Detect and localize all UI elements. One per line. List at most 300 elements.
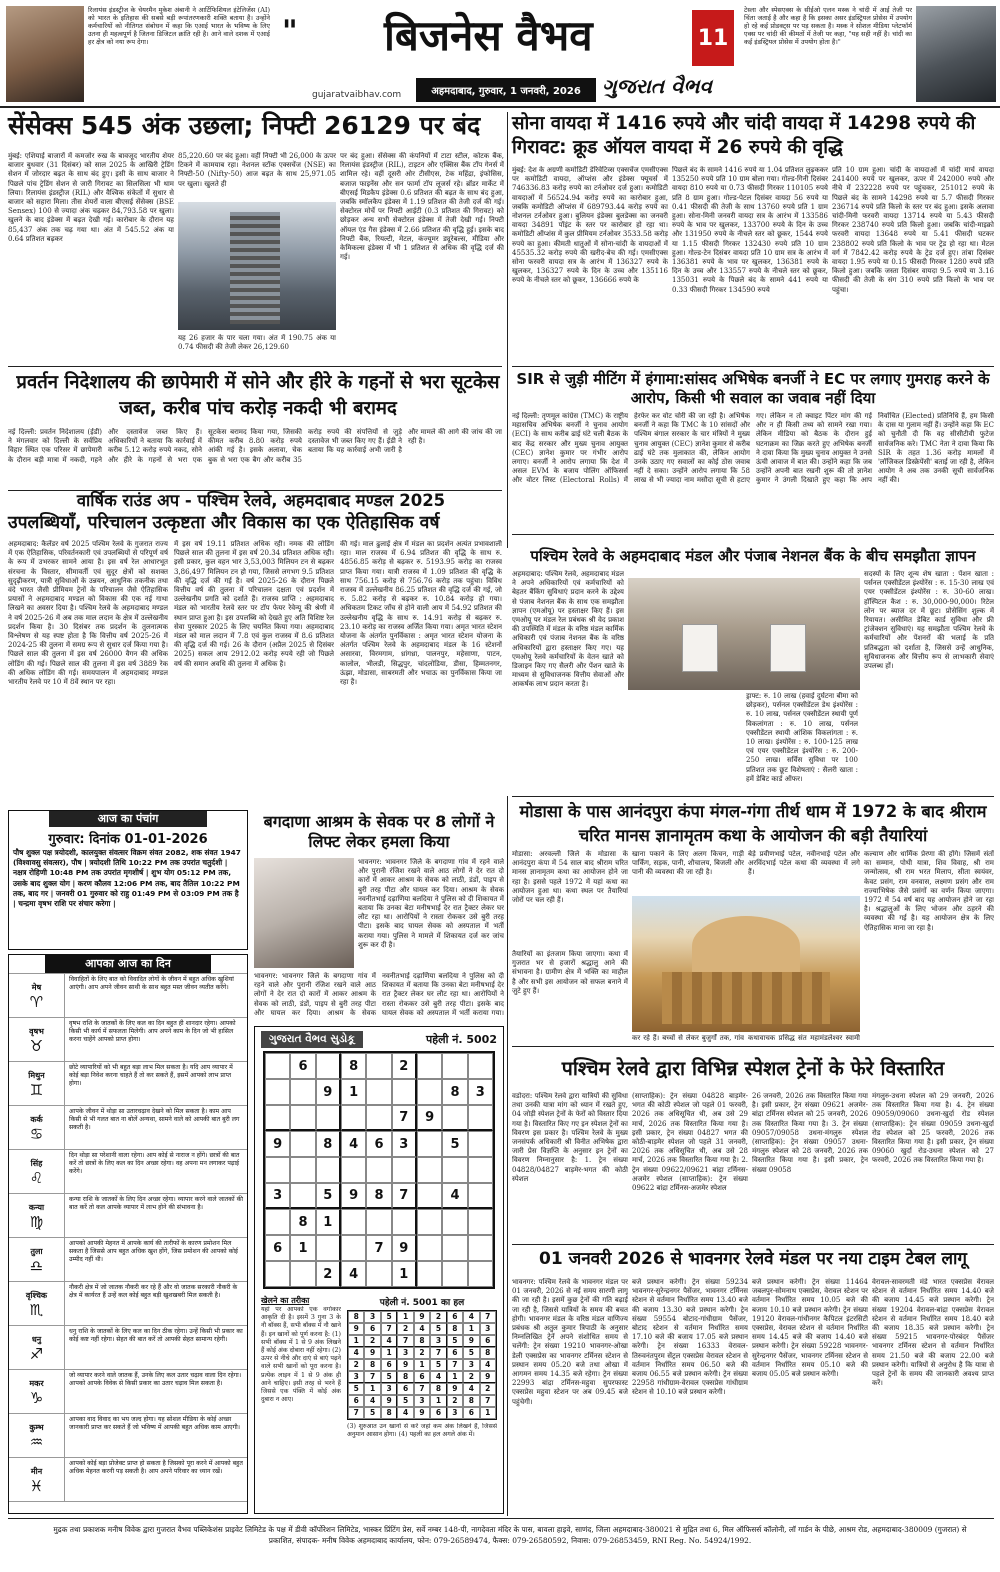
sign-name: मीन xyxy=(30,1466,43,1476)
modasa-col3b: कथावाचक प्रसिद्ध संत महामंडलेश्वर स्वामी xyxy=(748,1034,860,1042)
horoscope-row xyxy=(9,1414,247,1458)
solution-cell: 2 xyxy=(463,1371,479,1383)
sudoku-cell[interactable] xyxy=(265,1209,290,1235)
solution-cell: 6 xyxy=(447,1311,463,1323)
sudoku-cell[interactable] xyxy=(265,1105,290,1131)
ed-headline: प्रवर्तन निदेशालय की छापेमारी में सोने और हीरे के गहनों से भरा सूटकेस जब्त, करीब पांच करोड़ नकदी भी बरामद xyxy=(16,372,500,419)
sir-body xyxy=(512,412,994,530)
sudoku-rules-extra: (3) शुरुआत उन खानों से करें जहां कम अंक लिखने हैं, जिससे अनुमान आसान होगा। (4) पहली का हल अगले अंक में। xyxy=(347,1423,497,1439)
solution-cell: 9 xyxy=(348,1323,364,1335)
sudoku-cell[interactable]: 8 xyxy=(366,1183,391,1209)
trains-col2: (साप्ताहिक): ट्रेन संख्या 04828 बाड़मेर-भगत की कोठी स्पेशल जो पहले 01 फरवरी, 2026 तक अधिसूचित थी, अब उसे 29 मार्च, 2026 तक विस्तारित किया गया है। इसी प्रकार, ट्रेन संख्या 04827 भगत की कोठी-बाड़मेर स्पेशल जो पहले 31 जनवरी, 2026 तक अधिसूचित थी, अब उसे 28 मार्च, 2026 तक विस्तारित किया गया है। 2. ट्रेन संख्या 09622/09621 बांद्रा टर्मिनस-अजमेर स्पेशल (साप्ताहिक): ट्रेन संख्या 09622 बांद्रा टर्मिनस-अजमेर स्पेशल xyxy=(632,1092,748,1193)
modasa-headline: मोडासा के पास आनंदपुरा कंपा मंगल-गंगा तीर्थ धाम में 1972 के बाद श्रीराम चरित मानस ज्ञानामृतम कथा के आयोजन की बड़ी तैयारियां xyxy=(519,802,987,845)
horoscope-text: छोटे व्यापारियों को भी बहुत बड़ा लाभ मिल सकता है। यदि आप व्यापार में कोई बड़ा निवेश करना चाहते हैं तो कर सकते हैं, इसमें आपको लाभ प्राप्त होगा। xyxy=(69,1064,233,1087)
sudoku-cell[interactable]: 8 xyxy=(341,1053,366,1079)
horoscope-sign xyxy=(9,1414,65,1457)
solution-cell: 6 xyxy=(414,1371,430,1383)
solution-cell: 6 xyxy=(463,1407,479,1419)
sudoku-cell[interactable]: 8 xyxy=(442,1079,467,1105)
trains-top-rule xyxy=(512,1046,994,1047)
sudoku-rules-title: खेलने का तरीका xyxy=(261,1296,310,1305)
solution-cell: 1 xyxy=(364,1383,380,1395)
sudoku-header-bar xyxy=(255,1027,503,1051)
solution-cell: 5 xyxy=(430,1323,446,1335)
solution-cell: 1 xyxy=(381,1347,397,1359)
solution-cell: 7 xyxy=(364,1371,380,1383)
horoscope-row xyxy=(9,1370,247,1414)
elon-musk-photo xyxy=(916,6,996,102)
horoscope-row xyxy=(9,1238,247,1282)
sudoku-cell[interactable]: 4 xyxy=(341,1261,366,1287)
horoscope-row xyxy=(9,1106,247,1150)
solution-cell: 9 xyxy=(414,1407,430,1419)
solution-cell: 6 xyxy=(381,1359,397,1371)
sudoku-cell[interactable] xyxy=(417,1079,442,1105)
horoscope-sign xyxy=(9,1150,65,1193)
sudoku-cell[interactable] xyxy=(366,1079,391,1105)
imprint: मुद्रक तथा प्रकाशक मनीष विवेक द्वारा गुजरात वैभव पब्लिकेशंस प्राइवेट लिमिटेड के पक्ष में डीवी कॉर्पोरेशन लिमिटेड, भास्कर प्रिंटिंग प्रेस, सर्वे नम्बर 148-पी, नागदेवता मंदिर के पास, बावला हाइवे, साणंद, जिला अहमदाबाद-380021 से मुद्रित तथा 6, मिल ऑफिसर्स कॉलोनी, लॉ गार्डन के पीछे, आश्रम रोड, अहमदाबाद-380009 (गुजरात) से प्रकाशित, संपादक- मनीष विवेक अहमदाबाद कार्यालय, फोन: 079-26589474, फैक्स: 079-26580592, निवास: 079-26853459, RNI Reg. No. 54924/1992. xyxy=(53,1525,967,1545)
sudoku-cell[interactable] xyxy=(366,1157,391,1183)
sudoku-cell[interactable]: 4 xyxy=(341,1131,366,1157)
solution-cell: 7 xyxy=(480,1395,496,1407)
solution-cell: 3 xyxy=(414,1395,430,1407)
bagdana-text: भावनगर: भावनगर जिले के बगदाणा गांव में रहने वाले और पुरानी रंजिश रखने वाले आठ लोगों ने देर रात दो कारों में आकर आश्रम के सेवक को लाठी, डंडों, पाइप से बुरी तरह पीटा और घायल कर दिया। आश्रम के सेवक नवनीतभाई दढ़ाणिया बलदिया ने पुलिस को दी शिकायत में बताया कि उनका बेटा मनीषभाई देर रात ट्रैक्टर लेकर घर लौट रहा था। आरोपियों ने रास्ता रोककर उसे बुरी तरह पीटा। इसके बाद घायल सेवक को अस्पताल में भर्ती कराया गया। पुलिस ने मामले में शिकायत दर्ज कर जांच शुरू कर दी है। xyxy=(358,858,504,949)
sudoku-cell[interactable]: 8 xyxy=(290,1209,315,1235)
gold-headline: सोना वायदा में 1416 रुपये और चांदी वायदा में 14298 रुपये की गिरावट: क्रूड ऑयल वायदा में 26 रुपये की वृद्धि xyxy=(512,113,976,158)
sudoku-grid[interactable] xyxy=(263,1051,495,1289)
solution-cell: 3 xyxy=(364,1311,380,1323)
horoscope-row xyxy=(9,1282,247,1326)
solution-cell: 4 xyxy=(463,1383,479,1395)
sudoku-cell[interactable] xyxy=(290,1261,315,1287)
zodiac-icon: ♐ xyxy=(29,1344,44,1363)
sign-name: मिथुन xyxy=(28,1070,45,1080)
solution-cell: 8 xyxy=(414,1335,430,1347)
mou-document-shape xyxy=(682,624,718,672)
modasa-top-rule xyxy=(512,796,994,797)
solution-cell: 3 xyxy=(480,1323,496,1335)
solution-cell: 4 xyxy=(463,1311,479,1323)
solution-cell: 9 xyxy=(397,1359,413,1371)
solution-cell: 4 xyxy=(364,1395,380,1407)
horoscope-text: नौकरी क्षेत्र में जो जातक नौकरी कर रहे हैं और वो जातक सरकारी नौकरी के क्षेत्र में कार्यरत हैं उन्हें कल कोई बहुत बड़ी खुशखबरी मिल सकती है। xyxy=(69,1284,238,1299)
sudoku-cell[interactable]: 8 xyxy=(316,1131,341,1157)
yr-headline-2: उपलब्धियाँ, परिचालन उत्कृष्टता और विकास का एक ऐतिहासिक वर्ष xyxy=(8,513,440,533)
horoscope-list xyxy=(9,973,247,1502)
solution-cell: 2 xyxy=(364,1335,380,1347)
zodiac-icon: ♋ xyxy=(29,1124,44,1143)
sudoku-cell[interactable]: 9 xyxy=(417,1105,442,1131)
sudoku-cell[interactable] xyxy=(265,1157,290,1183)
sudoku-cell[interactable] xyxy=(392,1209,417,1235)
solution-cell: 9 xyxy=(414,1311,430,1323)
sudoku-cell[interactable] xyxy=(442,1157,467,1183)
sudoku-cell[interactable] xyxy=(468,1131,493,1157)
sudoku-cell[interactable]: 3 xyxy=(265,1183,290,1209)
horoscope-text: वृषभ राशि के जातकों के लिए कल का दिन बहुत ही शानदार रहेगा। आपको किसी भी कार्य में सफलता मिलेगी। आप अपने काम के दिन जो भी हासिल करना चाहेंगे आपको प्राप्त होगा। xyxy=(69,1020,236,1043)
solution-cell: 4 xyxy=(381,1335,397,1347)
solution-cell: 3 xyxy=(381,1383,397,1395)
modasa-col1b: तैयारियों का इंतजाम किया जाएगा। कथा में गुजरात भर से हजारों श्रद्धालु आने की संभावना है। ग्रामीण क्षेत्र में भक्ति का माहौल है और सभी इस आयोजन को सफल बनाने में जुटे हुए हैं। xyxy=(512,950,628,995)
sudoku-cell[interactable] xyxy=(316,1235,341,1261)
vertical-divider-bottom xyxy=(507,796,508,1516)
sudoku-cell[interactable]: 9 xyxy=(392,1235,417,1261)
quote-mark: " xyxy=(282,14,298,49)
solution-cell: 9 xyxy=(381,1395,397,1407)
sudoku-cell[interactable] xyxy=(290,1105,315,1131)
sudoku-cell[interactable]: 1 xyxy=(341,1079,366,1105)
horoscope-row xyxy=(9,1062,247,1106)
page-number: 11 xyxy=(697,25,729,51)
solution-cell: 4 xyxy=(348,1347,364,1359)
zodiac-icon: ♑ xyxy=(29,1388,44,1407)
dateline: अहमदाबाद, गुरुवार, 1 जनवरी, 2026 xyxy=(431,86,581,97)
pnb-col4: सदस्यों के लिए शून्य शेष खाता : पेंशन खाता : पर्सनल एक्सीडेंटल इंश्योरेंस : रु. 15-30 लाख एवं एयर एक्सीडेंटल इंश्योरेंस : रु. 30-60 लाख। हॉस्पिटल कैश : रु. 30,000-90,000। रिटेल लोन पर ब्याज दर में छूट। प्रोसेसिंग शुल्क में रियायत। असीमित डेबिट कार्ड सुविधा और फ्री ट्रांजेक्शन सुविधाएं। यह समझौता पश्चिम रेलवे के कर्मचारियों और पेंशनरों की भलाई के प्रति प्रतिबद्धता को दर्शाता है, जिससे उन्हें आधुनिक, सुविधाजनक और वित्तीय रूप से लाभकारी सेवाएं उपलब्ध हों। xyxy=(864,570,994,671)
solution-cell: 5 xyxy=(381,1311,397,1323)
gold-col2: पिछले बंद के सामने 1416 रुपये या 1.04 प्रतिशत लुढ़ककर 135250 रुपये प्रति 10 ग्राम बोला गया। गोल्ड-गिनी दिसंबर वायदा 810 रुपये या 0.73 फीसदी गिरकर 110105 रुपये प्रति 8 ग्राम हुआ। गोल्ड-पेटल दिसंबर वायदा 56 रुपये या 0.41 फीसदी की तेजी के साथ 13760 रुपये प्रति 1 ग्राम हुआ। सोना-मिनी जनवरी वायदा सत्र के आरंभ में 133586 रुपये के भाव पर खुलकर, 133700 रुपये के दिन के उच्च और 131950 रुपये के नीचले स्तर को छूकर, 1544 रुपये या 1.15 फीसदी गिरकर 132430 रुपये प्रति 10 ग्राम हुआ। गोल्ड-टेन दिसंबर वायदा प्रति 10 ग्राम सत्र के आरंभ में 136381 रुपये के भाव पर खुलकर, 136381 रुपये के दिन के उच्च और 133557 रुपये के नीचले स्तर को छूकर, 135031 रुपये के पिछले बंद के सामने 441 रुपये या 0.33 फीसदी गिरकर 134590 रुपये xyxy=(672,166,828,294)
solution-cell: 7 xyxy=(430,1347,446,1359)
modasa-col2b: कर रहे हैं। बच्चों से लेकर बुजुर्गों तक, गांव xyxy=(632,1034,744,1042)
horoscope-sign xyxy=(9,1062,65,1105)
sudoku-cell[interactable]: 1 xyxy=(392,1261,417,1287)
sudoku-box xyxy=(254,1026,504,1514)
sign-name: धनु xyxy=(31,1334,42,1344)
modasa-col1: मोडासा: अरवल्ली जिले के मोडासा के आनंदपुरा कंपा में 54 साल बाद श्रीराम चरित मानस ज्ञानामृतम कथा का आयोजन होने जा रहा है। इससे पहले 1972 में यहां कथा का आयोजन हुआ था। कथा स्थल पर तैयारियां जोरों पर चल रही हैं। xyxy=(512,850,628,905)
sudoku-cell[interactable] xyxy=(417,1157,442,1183)
sudoku-cell[interactable] xyxy=(341,1235,366,1261)
sudoku-cell[interactable]: 1 xyxy=(290,1235,315,1261)
zodiac-icon: ♒ xyxy=(29,1432,44,1451)
solution-cell: 9 xyxy=(447,1383,463,1395)
sudoku-cell[interactable] xyxy=(366,1105,391,1131)
sudoku-cell[interactable]: 2 xyxy=(392,1053,417,1079)
ed-text: नई दिल्ली: प्रवर्तन निदेशालय (ईडी) ने मंगलवार को दिल्ली के सर्वप्रिय विहार स्थित एक परिसर में छापेमारी के दौरान बड़ी मात्रा में नकदी, गहने और दस्तावेज जब्त किए हैं। अधिकारियों ने बताया कि कार्रवाई में करीब 5.12 करोड़ रुपये नकद, सोने और हीरे के गहनों से भरा एक सूटकेस बरामद किया गया, जिसकी कीमत करीब 8.80 करोड़ रुपये आंकी गई है। इसके अलावा, चेक बुक से भरा एक बैग और करीब 35 करोड़ रुपये की संपत्तियों से जुड़े दस्तावेज भी जब्त किए गए हैं। ईडी ने बताया कि यह कार्रवाई अभी जारी है और मामले की आगे की जांच की जा रही है। xyxy=(8,428,502,464)
pnb-col3: ड्राफ्ट: रु. 10 लाख (हवाई दुर्घटना बीमा को छोड़कर), पर्सनल एक्सीडेंटल डेथ इंश्योरेंस : रु. 10 लाख, पर्सनल एक्सीडेंटल स्थायी पूर्ण विकलांगता : रु. 10 लाख, पर्सनल एक्सीडेंटल स्थायी आंशिक विकलांगता : रु. 10 लाख। इंश्योरेंस : रु. 100-125 लाख एवं एयर एक्सीडेंटल इंश्योरेंस : रु. 200-250 लाख। सर्विस सुविधा पर 100 प्रतिशत तक छूट विशेषताएं : सैलरी खाता : हमें डेबिट कार्ड ऑफर। xyxy=(746,692,858,783)
solution-cell: 3 xyxy=(430,1335,446,1347)
sudoku-cell[interactable] xyxy=(366,1209,391,1235)
sudoku-cell[interactable] xyxy=(468,1157,493,1183)
sudoku-cell[interactable]: 6 xyxy=(366,1131,391,1157)
solution-cell: 2 xyxy=(447,1395,463,1407)
modasa-col2: खाना पकाने के लिए अलग किचन, गाड़ी पार्किंग, सड़क, पानी, शौचालय, बिजली और पानी की व्यवस्था की जा रही है। xyxy=(632,850,744,877)
sudoku-cell[interactable] xyxy=(392,1157,417,1183)
sudoku-cell[interactable]: 9 xyxy=(316,1079,341,1105)
solution-cell: 3 xyxy=(348,1371,364,1383)
solution-cell: 8 xyxy=(430,1383,446,1395)
sudoku-cell[interactable] xyxy=(392,1079,417,1105)
solution-cell: 2 xyxy=(480,1383,496,1395)
yr-col2: में इस वर्ष 19.11 प्रतिशत अधिक रही। नमक की लोडिंग पिछले साल की तुलना में इस वर्ष 20.34 प्रतिशत अधिक रही। इसी प्रकार, कुल वहन भार 3,53,003 मिलियन टन से बढ़कर 3,86,497 मिलियन टन हो गया, जिससे लगभग 9.5 प्रतिशत की वृद्धि दर्ज की गई है। वर्ष 2025-26 के दौरान पिछले वित्तीय वर्ष की तुलना में परिचालन दक्षता एवं प्रदर्शन में उल्लेखनीय प्रगति को दर्शाते हैं। राजस्व प्राप्ति : अहमदाबाद मंडल को भारतीय रेलवे स्तर पर टॉप फेयर रेवेन्यू की श्रेणी में स्थान प्राप्त हुआ है। इस उपलब्धि को देखते हुए अति विशिष्ट रेल सेवा पुरस्कार 2025 के लिए चयनित किया गया। अहमदाबाद मंडल को माल लदान में 7.8 एवं कुल राजस्व में 8.6 प्रतिशत की वृद्धि दर्ज की गई। 26 के दौरान (अप्रैल 2025 से दिसंबर 2025) सकल आय 2912.02 करोड़ रुपये रही जो पिछले वर्ष की समान अवधि की तुलना में अधिक है। xyxy=(174,540,334,668)
sudoku-cell[interactable]: 3 xyxy=(392,1131,417,1157)
sudoku-cell[interactable] xyxy=(341,1209,366,1235)
sudoku-cell[interactable] xyxy=(265,1261,290,1287)
solution-cell: 8 xyxy=(381,1407,397,1419)
sudoku-solution-grid xyxy=(347,1310,497,1420)
solution-cell: 2 xyxy=(430,1311,446,1323)
solution-cell: 2 xyxy=(414,1347,430,1359)
horoscope-sign xyxy=(9,1018,65,1061)
trains-headline: पश्चिम रेलवे द्वारा विभिन्न स्पेशल ट्रेनों के फेरे विस्तारित xyxy=(561,1057,945,1080)
sensex-col3: पर बंद हुआ। सेंसेक्स की कंपनियों में टाटा स्टील, कोटक बैंक, रिलायंस इंडस्ट्रीज (RIL), टाइटन और एक्सिस बैंक टॉप गेनर्स में शामिल रहे। वहीं दूसरी ओर टीसीएस, टेक महिंद्रा, इंफोसिस, बजाज फाइनेंस और सन फार्मा टॉप लूजर्स रहे। ब्रॉडर मार्केट में बीएसई मिडकैप इंडेक्स 0.6 प्रतिशत की बढ़त के साथ बंद हुआ, जबकि स्मॉलकैप इंडेक्स में 1.19 प्रतिशत की तेजी दर्ज की गई। सेक्टोरल मोर्चे पर निफ्टी आईटी (0.3 प्रतिशत की गिरावट) को छोड़कर अन्य सभी सेक्टोरल इंडेक्स में तेजी देखी गई। निफ्टी ऑयल एंड गैस इंडेक्स में 2.66 प्रतिशत की वृद्धि हुई। इसके बाद निफ्टी बैंक, रियल्टी, मेटल, कंज्यूमर ड्यूरेबल्स, मीडिया और केमिकल्स इंडेक्स में भी 1 प्रतिशत से अधिक की वृद्धि दर्ज की गई। xyxy=(340,152,504,262)
solution-cell: 7 xyxy=(348,1407,364,1419)
horoscope-row xyxy=(9,1150,247,1194)
horoscope-text: आपका वाद विवाद का भय जल्द होगा। यह सोशल मीडिया के कोई अच्छा जानकारी प्राप्त कर सकते हैं जो भविष्य में आपकी बहुत अधिक काम आएगी। xyxy=(69,1416,241,1431)
solution-cell: 7 xyxy=(397,1335,413,1347)
mukesh-ambani-photo xyxy=(6,6,84,102)
horoscope-text: विवाहितों के लिए बात को विवादित लोगों के जीवन में बहुत अधिक खुशियां आएंगी। आप अपने जीवन साथी के साथ बहुत मस्त जीवन व्यतीत करेंगे। xyxy=(69,976,234,991)
bagdana-text-cont xyxy=(254,972,504,1022)
vertical-divider-top xyxy=(507,112,508,548)
timetable-col4: वेरावल-सावरमती मंडे भारत एक्सप्रेस वेरावल स्टेशन से वर्तमान निर्धारित समय 14.40 बजे की बजाय 14.45 बजे प्रस्थान करेगी। ट्रेन संख्या 19204 वेरावल-बांद्रा एक्सप्रेस वेरावल स्टेशन से वर्तमान निर्धारित समय 18.40 बजे की बजाय 18.35 बजे प्रस्थान करेगी। ट्रेन संख्या 59215 भावनगर-पोरबंदर पैसेंजर भावनगर टर्मिनस स्टेशन से वर्तमान निर्धारित समय 21.50 बजे की बजाय 22.00 बजे प्रस्थान करेगी। यात्रियों से अनुरोध है कि यात्रा से पहले ट्रेनों के समय की जानकारी अवश्य प्राप्त करें। xyxy=(872,1278,994,1388)
sudoku-cell[interactable]: 9 xyxy=(265,1131,290,1157)
sudoku-cell[interactable]: 4 xyxy=(442,1183,467,1209)
pnb-top-rule xyxy=(512,534,994,535)
solution-cell: 1 xyxy=(397,1311,413,1323)
pnb-mou-photo xyxy=(628,578,860,690)
bagdana-text-repeat: भावनगर: भावनगर जिले के बगदाणा गांव में रहने वाले और पुरानी रंजिश रखने वाले आठ लोगों ने देर रात दो कारों में आकर आश्रम के सेवक को लाठी, डंडों, पाइप से बुरी तरह पीटा और घायल कर दिया। आश्रम के सेवक नवनीतभाई दढ़ाणिया बलदिया ने पुलिस को दी शिकायत में बताया कि उनका बेटा मनीषभाई देर रात ट्रैक्टर लेकर घर लौट रहा था। आरोपियों ने रास्ता रोककर उसे बुरी तरह पीटा। इसके बाद घायल सेवक को अस्पताल में भर्ती कराया गया। xyxy=(254,972,504,1017)
zodiac-icon: ♊ xyxy=(29,1080,44,1099)
horoscope-text: आपको आपकी मेहनत में आपके कार्य की तारीफों के कारण प्रमोशन मिल सकता है जिससे आप बहुत अधिक खुश होंगे, जिस प्रमोशन की आपको कोई उम्मीद नहीं थी। xyxy=(69,1240,238,1263)
trains-col3: 26 जनवरी, 2026 तक विस्तारित किया गया है। इसी प्रकार, ट्रेन संख्या 09621 अजमेर-बांद्रा टर्मिनस स्पेशल को 25 जनवरी, 2026 तक विस्तारित किया गया है। 3. ट्रेन संख्या 09057/09058 उधना-मंगलुरु स्पेशल (साप्ताहिक): ट्रेन संख्या 09057 उधना-मंगलुरु स्पेशल को 28 जनवरी, 2026 तक विस्तारित किया गया है। इसी प्रकार, ट्रेन संख्या 09058 xyxy=(752,1092,868,1174)
sudoku-cell[interactable] xyxy=(468,1235,493,1261)
bse-tower-shape xyxy=(230,212,280,324)
bse-building-photo xyxy=(178,202,336,330)
panchang-date: गुरुवार: दिनांक 01-01-2026 xyxy=(48,832,208,847)
right-quote-text: टेस्ला और स्पेसएक्स के सीईओ एलन मस्क ने चांदी में आई तेजी पर चिंता जताई है और कहा है कि इसका असर इंडस्ट्रियल प्रोसेस में उपयोग हो रहे कई प्रोडक्ट्स पर पड़ सकता है। मस्क ने सोशल मीडिया प्लेटफॉर्म एक्स पर चांदी की कीमतों में तेजी पर कहा, "यह सही नहीं है। चांदी का कई इंडस्ट्रियल प्रोसेस में उपयोग होता है।" xyxy=(744,6,912,47)
sudoku-cell[interactable]: 7 xyxy=(392,1183,417,1209)
temple-body-shape xyxy=(662,972,830,1024)
sudoku-cell[interactable] xyxy=(290,1183,315,1209)
horoscope-text: जो व्यापार करने वाले जातक हैं, उनके लिए कल उतार चढ़ाव वाला दिन रहेगा। आपको आपके विवेक से किसी प्रकार का उतार चढ़ाव मिल सकता है। xyxy=(69,1372,242,1387)
horoscope-text: धनु राशि के जातकों के लिए कल का दिन ठीक रहेगा। उन्हें किसी भी प्रकार का कोई कष्ट नहीं रहेगा। सेहत की बात करें तो आपकी सेहत सामान्य रहेगी। xyxy=(69,1328,243,1343)
pnb-col1: अहमदाबाद: पश्चिम रेलवे, अहमदाबाद मंडल ने अपने अधिकारियों एवं कर्मचारियों को बेहतर बैंकिंग सुविधाएं प्रदान करने के उद्देश्य से पंजाब नेशनल बैंक के साथ एक समझौता ज्ञापन (एमओयू) पर हस्ताक्षर किए हैं। इस एमओयू पर मंडल रेल प्रबंधक श्री वेद प्रकाश की उपस्थिति में मंडल के वरिष्ठ मंडल कार्मिक अधिकारी एवं पंजाब नेशनल बैंक के वरिष्ठ अधिकारियों द्वारा हस्ताक्षर किए गए। यह एमओयू रेलवे कर्मचारियों के वेतन खाते को डिजाइन किए गए सैलरी और पेंशन खाते के माध्यम से सुविधाजनक वित्तीय सेवाओं और आकर्षक लाभ प्रदान करता है। xyxy=(512,570,624,689)
website-url[interactable]: gujaratvaibhav.com xyxy=(312,90,402,100)
modasa-col4: कल्याण और धार्मिक प्रेरणा की होंगे। जिसमें संतों का सम्मान, पोथी यात्रा, शिव विवाह, श्री राम जन्मोत्सव, श्री राम भरत मिलाप, सीता स्वयंवर, केवट प्रसंग, राम वनवास, लक्ष्मण प्रसंग और राम राज्याभिषेक जैसे प्रसंगों का वर्णन किया जाएगा। 1972 में 54 वर्ष बाद यह आयोजन होने जा रहा है। श्रद्धालुओं के लिए भोजन और ठहरने की व्यवस्था की गई है। यह आयोजन क्षेत्र के लिए ऐतिहासिक माना जा रहा है। xyxy=(864,850,994,932)
sudoku-cell[interactable]: 5 xyxy=(316,1183,341,1209)
sensex-col1: मुंबई: एशियाई बाजारों में कमजोर रुख के बावजूद भारतीय शेयर बाजार बुधवार (31 दिसंबर) को साल 2025 के आखिरी ट्रेडिंग सेशन में जोरदार बढ़त के साथ बंद हुए। इसी के साथ बाजार ने पिछले पांच ट्रेडिंग सेशन से जारी गिरावट का सिलसिला भी थाम लिया। रिलायंस इंडस्ट्रीज (RIL) और वैश्विक संकेतों में सुधार से बाजार को सहारा मिला। तीस शेयरों वाला बीएसई सेंसेक्स (BSE Sensex) 100 से ज्यादा अंक चढ़कर 84,793.58 पर खुला। खुलने के बाद इंडेक्स में बढ़त देखी गई। कारोबार के दौरान यह 85,437 अंक तक चढ़ गया था। अंत में 545.52 अंक या 0.64 प्रतिशत बढ़कर xyxy=(8,152,174,243)
panchang-body: पौष शुक्ल पक्ष त्रयोदशी, कालयुक्त संवत्सर विक्रम संवत 2082, शक संवत 1947 (विश्वावसु संवत्सर), पौष | त्रयोदशी तिथि 10:22 PM तक उपरांत चतुर्दशी | नक्षत्र रोहिणी 10:48 PM तक उपरांत मृगशीर्ष | शुभ योग 05:12 PM तक, उसके बाद शुक्ल योग | करण कौलव 12:06 PM तक, बाद तैतिल 10:22 PM तक, बाद गर | जनवरी 01 गुरुवार को राहु 01:49 PM से 03:09 PM तक है | चन्द्रमा वृषभ राशि पर संचार करेगा | xyxy=(13,848,241,909)
sudoku-cell[interactable]: 1 xyxy=(316,1209,341,1235)
solution-cell: 9 xyxy=(364,1347,380,1359)
solution-cell: 5 xyxy=(381,1371,397,1383)
sudoku-cell[interactable] xyxy=(468,1183,493,1209)
solution-cell: 5 xyxy=(430,1359,446,1371)
sudoku-cell[interactable]: 2 xyxy=(316,1261,341,1287)
solution-cell: 3 xyxy=(397,1347,413,1359)
solution-cell: 3 xyxy=(463,1359,479,1371)
solution-cell: 5 xyxy=(463,1347,479,1359)
solution-cell: 8 xyxy=(397,1371,413,1383)
horoscope-sign xyxy=(9,1458,65,1501)
temple-dome-shape xyxy=(692,916,800,976)
horoscope-row xyxy=(9,974,247,1018)
solution-cell: 7 xyxy=(447,1359,463,1371)
sudoku-cell[interactable]: 9 xyxy=(341,1183,366,1209)
solution-cell: 6 xyxy=(447,1347,463,1359)
sudoku-cell[interactable] xyxy=(316,1157,341,1183)
sudoku-cell[interactable] xyxy=(290,1131,315,1157)
solution-cell: 8 xyxy=(463,1395,479,1407)
sudoku-cell[interactable] xyxy=(366,1053,391,1079)
timetable-col2: बजे प्रस्थान करेगी। ट्रेन संख्या 59234 भावनगर-सुरेन्द्रनगर पैसेंजर, भावनगर टर्मिनस स्टेशन से वर्तमान निर्धारित समय 13.40 बजे की बजाय 13.30 बजे प्रस्थान करेगी। ट्रेन संख्या 59554 बोटाद-गांधीग्राम पैसेंजर, बोटाद स्टेशन से वर्तमान निर्धारित समय 17.10 बजे की बजाय 17.05 बजे प्रस्थान करेगी। ट्रेन संख्या 16333 वेरावल-तिरुवनंतपुरम सेंट्रल एक्सप्रेस वेरावल स्टेशन से वर्तमान निर्धारित समय 06.50 बजे की बजाय 06.55 बजे प्रस्थान करेगी। ट्रेन संख्या 22958 गांधीग्राम-वेरावल एक्सप्रेस गांधीग्राम स्टेशन से 10.10 बजे प्रस्थान करेगी। xyxy=(632,1278,748,1397)
panchang-header: आज का पंचांग xyxy=(49,811,207,827)
solution-cell: 2 xyxy=(348,1359,364,1371)
timetable-headline: 01 जनवरी 2026 से भावनगर रेलवे मंडल पर नया टाइम टेबल लागू xyxy=(539,1249,967,1269)
solution-cell: 6 xyxy=(480,1335,496,1347)
sudoku-cell[interactable] xyxy=(468,1261,493,1287)
sudoku-cell[interactable] xyxy=(468,1105,493,1131)
solution-cell: 8 xyxy=(348,1311,364,1323)
sir-top-rule xyxy=(512,366,994,367)
horoscope-sign xyxy=(9,974,65,1017)
sudoku-cell[interactable] xyxy=(366,1261,391,1287)
sudoku-cell[interactable] xyxy=(417,1183,442,1209)
sudoku-cell[interactable]: 7 xyxy=(392,1105,417,1131)
solution-cell: 9 xyxy=(480,1371,496,1383)
sudoku-cell[interactable] xyxy=(442,1235,467,1261)
sudoku-cell[interactable] xyxy=(442,1105,467,1131)
horoscope-row xyxy=(9,1458,247,1502)
solution-cell: 9 xyxy=(463,1335,479,1347)
sudoku-cell[interactable] xyxy=(290,1157,315,1183)
timetable-col1: भावनगर: पश्चिम रेलवे के भावनगर मंडल पर 01 जनवरी, 2026 से नई समय सारणी लागू की जा रही है। इसमें कुछ ट्रेनों की गति बढ़ाई जा रही है, जिससे यात्रियों के समय की बचत होगी। भावनगर मंडल के वरिष्ठ मंडल वाणिज्य प्रबंधक श्री अतुल कुमार त्रिपाठी के अनुसार निम्नलिखित ट्रेनें अपने संशोधित समय से चलेंगी: ट्रेन संख्या 19210 भावनगर-ओखा डेली एक्सप्रेस का भावनगर टर्मिनस स्टेशन से प्रस्थान समय 05.20 बजे तथा ओखा में आगमन समय 14.35 बजे रहेगा। ट्रेन संख्या 22993 बांद्रा टर्मिनस-महुवा सुपरफास्ट एक्सप्रेस महुवा स्टेशन पर अब 09.45 बजे पहुंचेगी। xyxy=(512,1278,628,1406)
sign-name: तुला xyxy=(30,1246,43,1256)
solution-cell: 8 xyxy=(480,1347,496,1359)
sudoku-cell[interactable] xyxy=(341,1105,366,1131)
solution-cell: 3 xyxy=(447,1407,463,1419)
solution-cell: 1 xyxy=(463,1323,479,1335)
horoscope-sign xyxy=(9,1370,65,1413)
solution-cell: 1 xyxy=(414,1359,430,1371)
solution-cell: 5 xyxy=(447,1335,463,1347)
sudoku-rules: यहां पर आपको एक वर्गाकार आकृति दी है। इसमें 3 गुना 3 के नौ बॉक्स हैं, सभी बॉक्स में नौ खाने हैं। इन खानों को पूर्ण करना है: (1) सभी बॉक्स में 1 से 9 अंक लिखने हैं कोई अंक दोबारा नहीं रहेगा। (2) ऊपर से नीचे और दाएं से बाएं पढ़ने वाले सभी खानों को पूरा करना है। प्रत्येक लाइन में 1 से 9 अंक ही आने चाहिए। इसी तरह से भरने हैं जिससे एक पंक्ति में कोई अंक दुबारा न आए। xyxy=(261,1306,341,1404)
panchang-box xyxy=(8,810,248,950)
solution-cell: 7 xyxy=(480,1311,496,1323)
timetable-col3: बजे प्रस्थान करेगी। ट्रेन संख्या 11464 जबलपुर-सोमनाथ एक्सप्रेस, वेरावल स्टेशन पर वर्तमान निर्धारित समय 10.05 बजे की बजाय 10.10 बजे प्रस्थान करेगी। ट्रेन संख्या 19120 वेरावल-गांधीनगर कैपिटल इंटरसिटी एक्सप्रेस, वेरावल स्टेशन से वर्तमान निर्धारित समय 14.45 बजे की बजाय 14.40 बजे प्रस्थान करेगी। ट्रेन संख्या 59228 भावनगर-सुरेन्द्रनगर पैसेंजर, भावनगर टर्मिनस स्टेशन से वर्तमान निर्धारित समय 05.10 बजे की बजाय 05.05 बजे प्रस्थान करेगी। xyxy=(752,1278,868,1379)
brand-name: ગુજરાત વૈભવ xyxy=(602,74,712,98)
solution-cell: 5 xyxy=(348,1383,364,1395)
sensex-col2-top: 85,220.60 पर बंद हुआ। वहीं निफ्टी भी 26,000 के ऊपर टिकने में कामयाब रहा। नेशनल स्टॉक एक्सचेंज (NSE) का निफ्टी-50 (Nifty-50) आज बढ़त के साथ 25,971.05 पर खुला। खुलते ही xyxy=(178,152,336,188)
sign-name: कन्या xyxy=(28,1202,45,1212)
solution-cell: 7 xyxy=(414,1383,430,1395)
solution-cell: 5 xyxy=(397,1395,413,1407)
page-number-badge xyxy=(692,10,734,66)
solution-cell: 1 xyxy=(480,1407,496,1419)
solution-cell: 8 xyxy=(364,1359,380,1371)
trains-col4: मंगलुरु-उधना स्पेशल को 29 जनवरी, 2026 तक विस्तारित किया गया है। 4. ट्रेन संख्या 09059/09060 उधना-खुर्दा रोड स्पेशल (साप्ताहिक): ट्रेन संख्या 09059 उधना-खुर्दा रोड स्पेशल को 25 फरवरी, 2026 तक विस्तारित किया गया है। इसी प्रकार, ट्रेन संख्या 09060 खुर्दा रोड-उधना स्पेशल को 27 फरवरी, 2026 तक विस्तारित किया गया है। xyxy=(872,1092,994,1165)
sudoku-cell[interactable] xyxy=(417,1209,442,1235)
horoscope-text: आपके जीवन में थोड़ा सा उतारचढ़ाव देखने को मिल सकता है। काम आप किसी से भी गलत बात ना बोलें अन्यथा, सामने वाले को आपकी बात बुरी लग सकती है। xyxy=(69,1108,240,1131)
horoscope-text: दिन थोड़ा सा परेशानी वाला रहेगा। आप कोई से नाराज न होंगे। छात्रों की बात करें तो छात्रों के लिए कल का दिन अच्छा रहेगा। वह अपना मन लगाकर पढ़ाई करेंगे। xyxy=(69,1152,240,1175)
sudoku-cell[interactable] xyxy=(265,1053,290,1079)
gold-col1: मुंबई: देश के अग्रणी कमोडिटी डेरिवेटिव्स एक्सचेंज एमसीएक्स पर कमोडिटी वायदा, ऑप्शंस और इंडेक्स फ्यूचर्स में 746336.83 करोड़ रुपये का टर्नओवर दर्ज हुआ। कमोडिटी वायदाओं में 56524.94 करोड़ रुपये का कारोबार हुआ, जबकि कमोडिटी ऑप्शंस में 689793.44 करोड़ रुपये का नोशनल टर्नओवर हुआ। बुलियन इंडेक्स बुलडेक्स का जनवरी वायदा 34891 पॉइंट के स्तर पर कारोबार हो रहा था। कमोडिटी ऑप्शंस में कुल प्रीमियम टर्नओवर 3533.58 करोड़ रुपये का हुआ। कीमती धातुओं में सोना-चांदी के वायदाओं में 45535.32 करोड़ रुपये की खरीद-बेच की गई। एमसीएक्स सोना फरवरी वायदा सत्र के आरंभ में 136327 रुपये के खुलकर, 136327 रुपये के दिन के उच्च और 135116 रुपये के नीचले स्तर को छूकर, 136666 रुपये के xyxy=(512,166,668,285)
sudoku-header: ગુજરાત વૈભવ સુડોકૂ xyxy=(261,1031,363,1048)
zodiac-icon: ♍ xyxy=(29,1212,44,1231)
sudoku-cell[interactable]: 7 xyxy=(366,1235,391,1261)
bagdana-headline: बगदाणा आश्रम के सेवक पर 8 लोगों ने लिफ्ट लेकर हमला किया xyxy=(263,812,495,851)
sudoku-cell[interactable] xyxy=(316,1053,341,1079)
horoscope-header: आपका आज का दिन xyxy=(45,955,211,973)
sudoku-bottom xyxy=(255,1289,503,1506)
mou-document-shape-2 xyxy=(770,624,806,672)
sudoku-cell[interactable] xyxy=(468,1209,493,1235)
sudoku-cell[interactable] xyxy=(442,1261,467,1287)
timetable-top-rule xyxy=(512,1244,994,1245)
solution-cell: 4 xyxy=(480,1359,496,1371)
sudoku-cell[interactable]: 5 xyxy=(442,1131,467,1157)
zodiac-icon: ♓ xyxy=(29,1476,44,1495)
sign-name: मकर xyxy=(29,1378,44,1388)
horoscope-row xyxy=(9,1326,247,1370)
sir-text: नई दिल्ली: तृणमूल कांग्रेस (TMC) के राष्ट्रीय महासचिव अभिषेक बनर्जी ने चुनाव आयोग (ECI) के साथ करीब ढाई घंटे चली बैठक के बाद केंद्र सरकार और मुख्य चुनाव आयुक्त (CEC) ज्ञानेश कुमार पर गंभीर आरोप लगाए। बनर्जी ने आरोप लगाया कि देश में असल EVM के बजाय पोलिंग ऑफिसर्स और वोटर लिस्ट (Electoral Rolls) में हेरफेर कर वोट चोरी की जा रही है। अभिषेक बनर्जी ने कहा कि TMC के 10 सांसदों और पश्चिम बंगाल सरकार के चार मंत्रियों ने मुख्य चुनाव आयुक्त (CEC) ज्ञानेश कुमार से करीब ढाई घंटे तक मुलाकात की, लेकिन आयोग उनके उठाए गए सवालों का कोई ठोस जवाब नहीं दे सका। उन्होंने आरोप लगाया कि 58 लाख से भी ज्यादा नाम मसौदा सूची से हटाए गए। लेकिन न तो क्वाइट पिंटर मांग की गई और न ही किसी तथ्य को सामने रखा गया। लेकिन मीडिया को बैठक के दौरान हुई घटनाक्रम का जिक्र करते हुए अभिषेक बनर्जी ने दावा किया कि मुख्य चुनाव आयुक्त ने उनसे ऊंची आवाज में बात की। उन्होंने कहा कि जब उन्होंने अपनी बात रखनी शुरू की तो ज्ञानेश कुमार ने उंगली दिखाते हुए कहा कि आप निर्वाचित (Elected) प्रतिनिधि हैं, हम किसी के दास या गुलाम नहीं हैं। उन्होंने कहा कि EC को चुनौती दी कि वह सीसीटीवी फुटेज सार्वजनिक करे। TMC नेता ने दावा किया कि SIR के तहत 1.36 करोड़ मामलों में 'लॉजिकल डिस्क्रेपेंसी' बताई जा रही है, लेकिन आयोग ने अब तक उनकी सूची सार्वजनिक नहीं की। xyxy=(512,412,994,485)
sudoku-cell[interactable]: 6 xyxy=(290,1053,315,1079)
horoscope-sign xyxy=(9,1106,65,1149)
dateline-bar xyxy=(416,78,596,102)
sudoku-cell[interactable] xyxy=(341,1157,366,1183)
sudoku-cell[interactable] xyxy=(417,1053,442,1079)
sign-name: सिंह xyxy=(30,1158,43,1168)
victim-photo xyxy=(254,858,354,968)
sudoku-cell[interactable] xyxy=(468,1053,493,1079)
solution-cell: 7 xyxy=(381,1323,397,1335)
sign-name: कुम्भ xyxy=(29,1422,44,1432)
masthead-rule xyxy=(0,106,1000,108)
zodiac-icon: ♎ xyxy=(29,1256,44,1275)
sign-name: कर्क xyxy=(30,1114,43,1124)
modasa-col3: बेड़े प्रवीणभाई पटेल, नवीनभाई पटेल और अरविंदभाई पटेल कथा की व्यवस्था में लगे हैं। xyxy=(748,850,860,877)
solution-cell: 6 xyxy=(348,1395,364,1407)
yr-col3: की गई। माल ढुलाई क्षेत्र में मंडल का प्रदर्शन अत्यंत प्रभावशाली रहा। माल राजस्व में 6.94 प्रतिशत की वृद्धि के साथ रु. 4856.85 करोड़ से बढ़कर रु. 5193.95 करोड़ का राजस्व प्राप्त किया गया। यात्री राजस्व में 1.09 प्रतिशत की वृद्धि के साथ 756.15 करोड़ से 756.76 करोड़ तक पहुंचा। विविध राजस्व में उल्लेखनीय 86.25 प्रतिशत की वृद्धि दर्ज की गई, जो रु. 5.82 करोड़ से बढ़कर रु. 10.84 करोड़ हो गया। अधिकतम टिकट जाँच से होने वाली आय में 54.92 प्रतिशत की उल्लेखनीय वृद्धि के साथ रु. 14.91 करोड़ से बढ़कर रु. 23.10 करोड़ का राजस्व अर्जित किया गया। अमृत भारत स्टेशन योजना के अंतर्गत पुनर्विकास : अमृत भारत स्टेशन योजना के अंतर्गत पश्चिम रेलवे के अहमदाबाद मंडल के 16 स्टेशनों असारवा, विरमगाम, ध्रांगध्रा, पालनपुर, महेसाणा, पाटन, कालोल, भीलडी, सिद्धपुर, चांदलोडिया, डीसा, हिम्मतनगर, ऊंझा, मोडासा, साबरमती और भचाऊ का पुनर्विकास किया जा रहा है। xyxy=(340,540,502,687)
zodiac-icon: ♌ xyxy=(29,1168,44,1187)
sudoku-cell[interactable] xyxy=(316,1105,341,1131)
solution-cell: 1 xyxy=(447,1371,463,1383)
ed-top-rule xyxy=(8,366,502,367)
solution-cell: 6 xyxy=(364,1323,380,1335)
sudoku-cell[interactable] xyxy=(417,1261,442,1287)
solution-cell: 4 xyxy=(397,1407,413,1419)
sensex-col2-bottom: यह 26 हजार के पार चला गया। अंत में 190.75 अंक या 0.74 फीसदी की तेजी लेकर 26,129.60 xyxy=(178,334,336,352)
zodiac-icon: ♈ xyxy=(29,992,44,1011)
sudoku-cell[interactable] xyxy=(290,1079,315,1105)
sign-name: वृषभ xyxy=(29,1026,44,1036)
zodiac-icon: ♏ xyxy=(29,1300,44,1319)
masthead-title: बिजनेस वैभव xyxy=(384,11,593,60)
sudoku-cell[interactable] xyxy=(417,1235,442,1261)
trains-col1: वडोदरा: पश्चिम रेलवे द्वारा यात्रियों की सुविधा तथा उनकी यात्रा मांग को ध्यान में रखते हुए, 04 जोड़ी स्पेशल ट्रेनों के फेरों को विस्तार दिया गया है। विस्तारित किए गए इन स्पेशल ट्रेनों का विवरण इस प्रकार है। पश्चिम रेलवे के मुख्य जनसंपर्क अधिकारी श्री विनीत अभिषेक द्वारा जारी प्रेस विज्ञप्ति के अनुसार इन ट्रेनों का विवरण निम्नानुसार है: 1. ट्रेन संख्या 04828/04827 बाड़मेर-भगत की कोठी स्पेशल xyxy=(512,1092,628,1183)
sir-headline: SIR से जुड़ी मीटिंग में हंगामा:सांसद अभिषेक बनर्जी ने EC पर लगाए गुमराह करने के आरोप, किसी भी सवाल का जवाब नहीं दिया xyxy=(516,370,990,407)
solution-cell: 4 xyxy=(414,1323,430,1335)
solution-cell: 6 xyxy=(397,1383,413,1395)
solution-cell: 1 xyxy=(430,1395,446,1407)
sudoku-cell[interactable] xyxy=(265,1079,290,1105)
sudoku-cell[interactable] xyxy=(442,1209,467,1235)
left-quote-text: रिलायंस इंडस्ट्रीज के चेयरमैन मुकेश अंबानी ने आर्टिफिशियल इंटेलिजेंस (AI) को भारत के इतिहास की सबसे बड़ी रूपांतरणकारी शक्ति बताया है। उन्होंने कर्मचारियों को नीतिगत संबोधन में कहा कि एआई भारत के भविष्य के लिए उतना ही महत्वपूर्ण है जितना डिजिटल क्रांति रही है। आने वाले दशक में एआई हर क्षेत्र को नया रूप देगा। xyxy=(88,6,270,47)
gold-col3: प्रति 10 ग्राम हुआ। चांदी के वायदाओं में चांदी मार्च वायदा 241400 रुपये पर खुलकर, ऊपर में 242000 रुपये और नीचे में 232228 रुपये पर पहुंचकर, 251012 रुपये के पिछले बंद के सामने 14298 रुपये या 5.7 फीसदी गिरकर 236714 रुपये प्रति किलो के स्तर पर बंद हुआ। इसके अलावा चांदी-मिनी फरवरी वायदा 13714 रुपये या 5.43 फीसदी गिरकर 238740 रुपये प्रति किलो हुआ। जबकि चांदी-माइक्रो फरवरी वायदा 13648 रुपये या 5.41 फीसदी घटकर 238802 रुपये प्रति किलो के भाव पर ट्रेड हो रहा था। मेटल वर्ग में 7842.42 करोड़ रुपये के ट्रेड दर्ज हुए। तांबा दिसंबर वायदा 1.95 रुपये या 0.15 फीसदी गिरकर 1280 रुपये प्रति किलो हुआ। जबकि जस्ता दिसंबर वायदा 9.5 रुपये या 3.16 फीसदी की तेजी के संग 310 रुपये प्रति किलो के भाव पर पहुंचा। xyxy=(832,166,994,294)
pnb-headline: पश्चिम रेलवे के अहमदाबाद मंडल और पंजाब नेशनल बैंक के बीच समझौता ज्ञापन xyxy=(530,547,976,565)
yr-headline-1: वार्षिक राउंड अप - पश्चिम रेलवे, अहमदाबाद मण्डल 2025 xyxy=(76,491,446,510)
imprint-rule xyxy=(8,1518,994,1519)
sudoku-cell[interactable]: 3 xyxy=(468,1079,493,1105)
horoscope-row xyxy=(9,1194,247,1238)
sudoku-puzzle-number: पहेली नं. 5002 xyxy=(426,1032,497,1046)
sign-name: वृश्चिक xyxy=(25,1290,48,1300)
solution-cell: 1 xyxy=(348,1335,364,1347)
yr-col1: अहमदाबाद: कैलेंडर वर्ष 2025 पश्चिम रेलवे के गुजरात राज्य में एक ऐतिहासिक, परिवर्तनकारी एवं उपलब्धियों से परिपूर्ण वर्ष के रूप में उभरकर सामने आया है। इस वर्ष रेल आधारभूत संरचना के विस्तार, सीमावर्ती एवं सुदूर क्षेत्रों को सशक्त सुदृढ़ीकरण, यात्री सुविधाओं के उन्नयन, आधुनिक तकनीक तथा वंदे भारत जैसी प्रीमियम ट्रेनों के परिचालन जैसे ऐतिहासिक प्रयासों ने अहमदाबाद मण्डल को विकास की एक नई गाथा लिखने का अवसर दिया है। पश्चिम रेलवे के अहमदाबाद मण्डल ने वर्ष 2025-26 में अब तक माल लदान के क्षेत्र में उल्लेखनीय प्रदर्शन किया है। 30 दिसंबर तक प्रदर्शन के तुलनात्मक विश्लेषण से यह स्पष्ट होता है कि वित्तीय वर्ष 2025-26 में 2024-25 की तुलना में समग्र रूप से सुधार दर्ज किया गया है। पिछले साल की तुलना में इस वर्ष 26000 वैगन की अधिक लोडिंग की गई। पिछले साल की तुलना में इस वर्ष 3889 रेक की अधिक लोडिंग की गई। समयपालन में अहमदाबाद मण्डल भारतीय रेलवे पर 10 में 8वें स्थान पर रहा। xyxy=(8,540,168,687)
sudoku-cell[interactable]: 6 xyxy=(265,1235,290,1261)
sudoku-cell[interactable] xyxy=(417,1131,442,1157)
sudoku-cell[interactable] xyxy=(442,1053,467,1079)
solution-cell: 2 xyxy=(397,1323,413,1335)
